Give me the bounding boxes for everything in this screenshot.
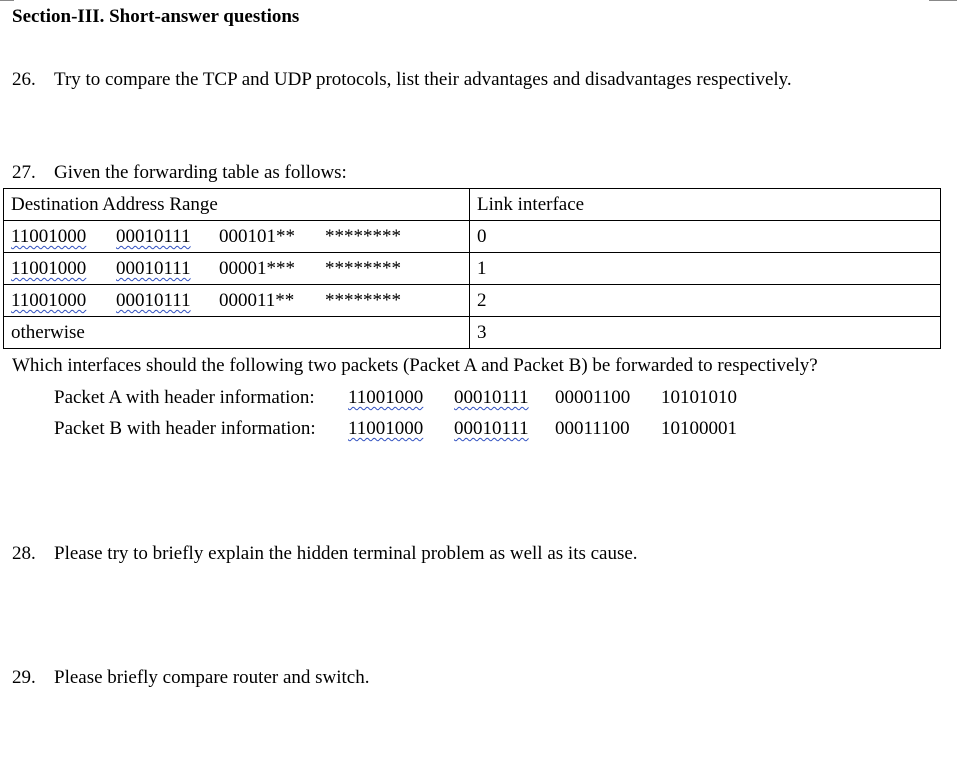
packet-b-line [54,418,737,440]
packet-octet: 10101010 [661,387,737,408]
address-octet: 11001000 [11,258,87,279]
packet-octet: 00011100 [555,418,630,439]
table-header-row [4,189,941,221]
destination-range-cell [4,221,470,253]
question-27 [12,162,347,184]
link-interface-cell: 0 [470,221,941,253]
question-text: Please try to briefly explain the hidden terminal problem as well as its cause. [54,543,638,564]
address-octet: ******** [325,290,401,311]
question-26 [12,69,792,91]
packet-octet: 11001000 [348,387,424,408]
section-title: Section-III. Short-answer questions [12,6,300,27]
header-link-interface: Link interface [470,189,941,221]
link-interface-cell: 2 [470,285,941,317]
header-destination-range: Destination Address Range [4,189,470,221]
question-text: Please briefly compare router and switch. [54,667,370,688]
question-number: 26. [12,69,36,90]
page-corner-mark-left [0,0,14,1]
packet-octet: 10100001 [661,418,737,439]
link-interface-cell: 3 [470,317,941,349]
packet-label: Packet B with header information: [54,418,316,439]
page-corner-mark-right [929,0,957,1]
address-octet: 000101** [219,226,295,247]
destination-range-cell [4,253,470,285]
address-octet: 00010111 [116,290,191,311]
packet-octet: 00010111 [454,387,529,408]
address-octet: 11001000 [11,226,87,247]
packet-octet: 00001100 [555,387,631,408]
packet-a-line [54,387,737,409]
question-text: Try to compare the TCP and UDP protocols, list their advantages and disadvantages respectively. [54,69,792,90]
destination-range-cell [4,285,470,317]
table-row [4,317,941,349]
packet-octet: 11001000 [348,418,424,439]
question-28 [12,543,638,565]
address-octet: 00010111 [116,226,191,247]
question-number: 29. [12,667,36,688]
address-octet: 000011** [219,290,295,311]
packet-label: Packet A with header information: [54,387,315,408]
address-octet: 11001000 [11,290,87,311]
table-row [4,221,941,253]
address-octet: 00001*** [219,258,295,279]
destination-range-cell: otherwise [4,317,470,349]
packet-octet: 00010111 [454,418,529,439]
question-number: 28. [12,543,36,564]
question-text: Given the forwarding table as follows: [54,162,347,183]
address-octet: 00010111 [116,258,191,279]
question-27-followup: Which interfaces should the following two packets (Packet A and Packet B) be forwarded to respectively? [12,355,818,376]
address-octet: ******** [325,226,401,247]
address-octet: ******** [325,258,401,279]
table-row [4,253,941,285]
table-row [4,285,941,317]
question-29 [12,667,370,689]
question-number: 27. [12,162,36,183]
link-interface-cell: 1 [470,253,941,285]
forwarding-table [3,188,941,349]
